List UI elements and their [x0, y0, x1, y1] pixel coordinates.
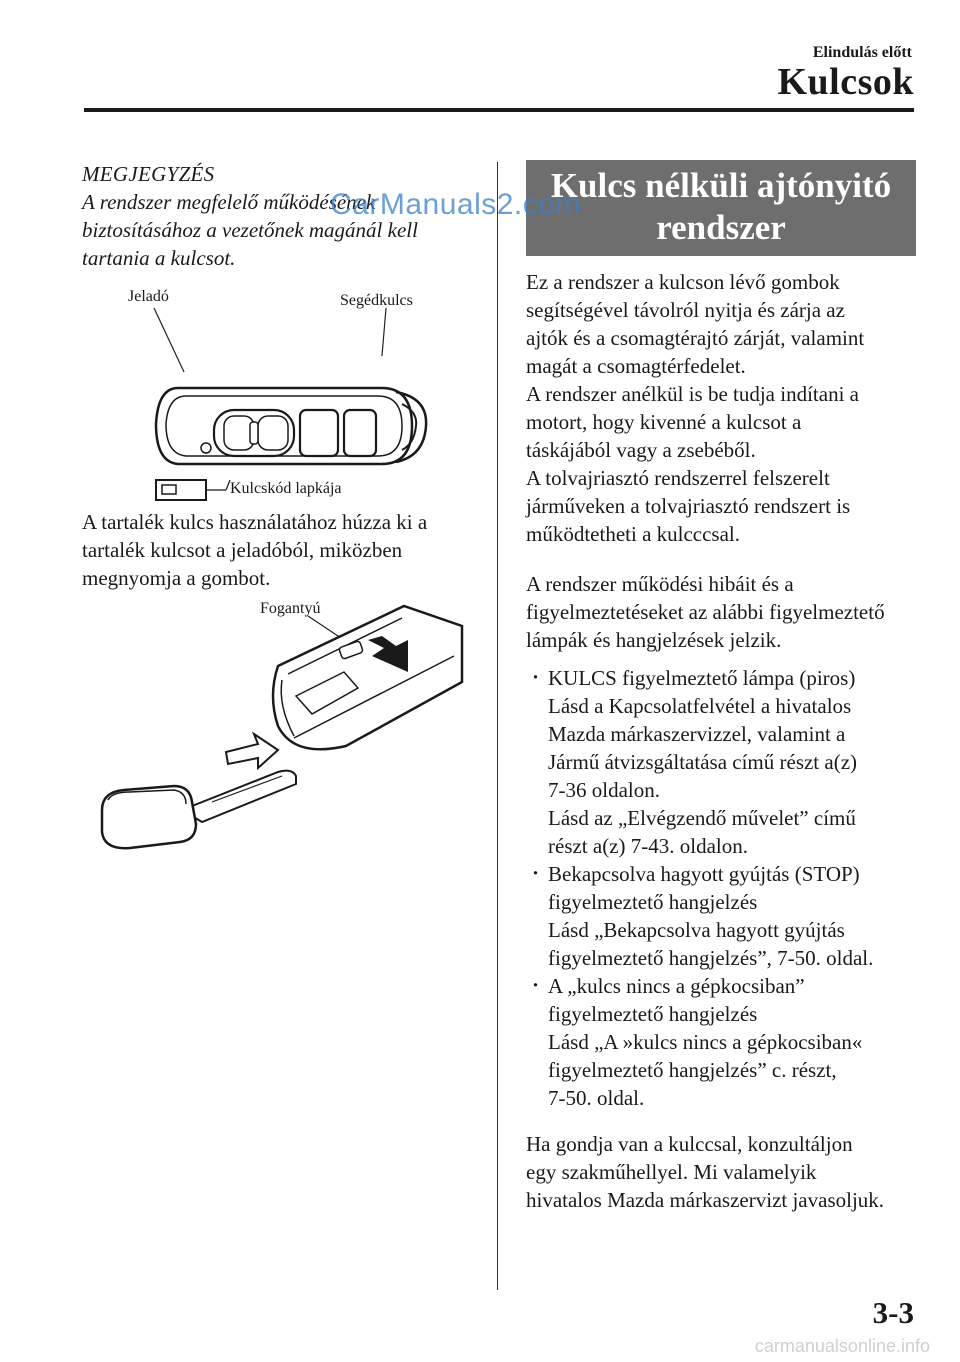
watermark-bottom: carmanualsonline.info: [754, 1336, 930, 1356]
list-item-line: 7-36 oldalon.: [548, 778, 660, 802]
list-item-line: · KULCS figyelmeztető lámpa (piros): [548, 666, 856, 690]
list-item-line: figyelmeztető hangjelzés”, 7-50. oldal.: [548, 946, 874, 970]
list-item-line: Lásd „A »kulcs nincs a gépkocsiban«: [548, 1030, 863, 1054]
label-aux-key: Segédkulcs: [340, 292, 413, 309]
paragraph-line: magát a csomagtérfedelet.: [526, 354, 746, 378]
paragraph-line: lámpák és hangjelzések jelzik.: [526, 628, 782, 652]
list-item-line: Jármű átvizsgáltatása című részt a(z): [548, 750, 858, 774]
note-line: tartania a kulcsot.: [82, 246, 236, 270]
aux-key-removal-illustration: [82, 596, 482, 866]
aux-key-instructions: [82, 508, 482, 592]
column-divider: [497, 162, 498, 1290]
list-item-line: figyelmeztető hangjelzés” c. részt,: [548, 1058, 837, 1082]
list-item-line: Lásd az „Elvégzendő művelet” című: [548, 806, 856, 830]
list-item-line: · A „kulcs nincs a gépkocsiban”: [548, 974, 805, 998]
paragraph-line: A rendszer működési hibáit és a: [526, 572, 794, 596]
paragraph-line: segítségével távolról nyitja és zárja az: [526, 298, 845, 322]
banner-line: Kulcs nélküli ajtónyitó: [550, 166, 892, 205]
chapter-title: Kulcsok: [777, 61, 914, 103]
paragraph-line: A rendszer anélkül is be tudja indítani a: [526, 382, 859, 406]
paragraph-line: egy szakműhellyel. Mi valamelyik: [526, 1160, 817, 1184]
aux-key-removal-figure: [82, 596, 482, 866]
list-item-line: 7-50. oldal.: [548, 1086, 645, 1110]
paragraph-line: figyelmeztetéseket az alábbi figyelmeztető: [526, 600, 885, 624]
list-item: [526, 664, 916, 860]
key-fob-figure: [82, 284, 482, 504]
list-item-line: figyelmeztető hangjelzés: [548, 1002, 758, 1026]
label-transmitter: Jeladó: [128, 288, 169, 305]
note-title: MEGJEGYZÉS: [82, 162, 215, 186]
paragraph-line: táskájából vagy a zsebéből.: [526, 438, 756, 462]
paragraph-line: Ez a rendszer a kulcson lévő gombok: [526, 270, 840, 294]
list-item: [526, 972, 916, 1112]
banner-line: rendszer: [656, 208, 786, 247]
label-knob: Fogantyú: [260, 600, 321, 617]
paragraph-line: tartalék kulcsot a jeladóból, miközben: [82, 538, 403, 562]
paragraph-line: járműveken a tolvajriasztó rendszert is: [526, 494, 851, 518]
section-title: Elindulás előtt: [812, 44, 912, 61]
paragraph-line: Ha gondja van a kulccsal, konzultáljon: [526, 1132, 853, 1156]
warnings-paragraph: [526, 570, 916, 654]
list-item-line: Mazda márkaszervizzel, valamint a: [548, 722, 846, 746]
note-line: biztosításához a vezetőnek magánál kell: [82, 218, 418, 242]
page-number: 3-3: [872, 1295, 914, 1330]
paragraph-line: hivatalos Mazda márkaszervizt javasoljuk.: [526, 1188, 885, 1212]
note-line: A rendszer megfelelő működésének: [82, 190, 376, 214]
right-column: [526, 160, 916, 1214]
paragraph-line: megnyomja a gombot.: [82, 566, 271, 590]
list-item-line: részt a(z) 7-43. oldalon.: [548, 834, 749, 858]
paragraph-line: működtetheti a kulcccsal.: [526, 522, 741, 546]
warning-list: [526, 664, 916, 1112]
list-item-line: · Bekapcsolva hagyott gyújtás (STOP): [548, 862, 860, 886]
paragraph-line: motort, hogy kivenné a kulcsot a: [526, 410, 802, 434]
list-item-line: Lásd „Bekapcsolva hagyott gyújtás: [548, 918, 845, 942]
key-fob-illustration: [82, 284, 482, 504]
list-item-line: figyelmeztető hangjelzés: [548, 890, 758, 914]
label-key-code-tag: Kulcskód lapkája: [230, 480, 342, 497]
paragraph-line: A tartalék kulcs használatához húzza ki a: [82, 510, 428, 534]
header-rule: [84, 108, 914, 112]
watermark-top: CarManuals2.com: [330, 188, 581, 221]
paragraph-line: A tolvajriasztó rendszerrel felszerelt: [526, 466, 830, 490]
closing-paragraph: [526, 1130, 916, 1214]
intro-paragraph: [526, 268, 916, 548]
list-item: [526, 860, 916, 972]
left-column: [82, 160, 482, 866]
section-banner: [526, 160, 916, 256]
list-item-line: Lásd a Kapcsolatfelvétel a hivatalos: [548, 694, 852, 718]
paragraph-line: ajtók és a csomagtérajtó zárját, valamint: [526, 326, 865, 350]
